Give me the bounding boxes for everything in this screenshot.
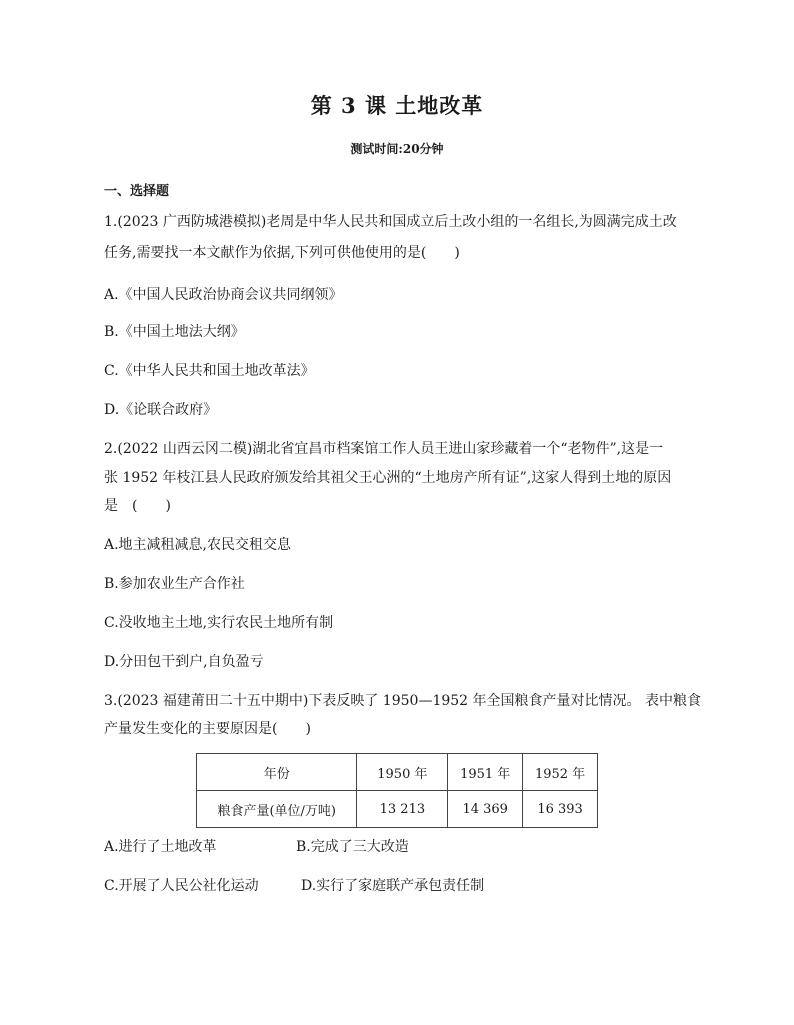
table-header-cell: 年份	[197, 754, 357, 791]
question-3-stem-line-1: 3.(2023 福建莆田二十五中期中)下表反映了 1950—1952 年全国粮食产量对比情况。 表中粮食	[104, 693, 701, 709]
question-2-stem-line-3: 是 ( )	[104, 498, 171, 514]
table-cell: 粮食产量(单位/万吨)	[197, 791, 357, 828]
question-1-stem-line-1: 1.(2023 广西防城港模拟)老周是中华人民共和国成立后土改小组的一名组长,为圆满完成土改	[104, 214, 677, 230]
question-2-stem-line-2: 张 1952 年枝江县人民政府颁发给其祖父王心洲的“土地房产所有证”,这家人得到土地的原因	[104, 470, 672, 486]
question-3-stem-line-2: 产量发生变化的主要原因是( )	[104, 721, 311, 737]
question-2-option-a: A.地主减租减息,农民交租交息	[104, 537, 292, 553]
section-heading: 一、选择题	[104, 184, 170, 199]
question-3-option-a: A.进行了土地改革	[104, 839, 217, 855]
question-2-option-d: D.分田包干到户,自负盈亏	[104, 654, 264, 670]
table-cell: 13 213	[357, 791, 448, 828]
table-header-cell: 1951 年	[448, 754, 523, 791]
question-3-option-c: C.开展了人民公社化运动	[104, 878, 259, 894]
question-2-option-b: B.参加农业生产合作社	[104, 576, 245, 592]
table-header-cell: 1952 年	[523, 754, 598, 791]
question-1-option-b: B.《中国土地法大纲》	[104, 324, 245, 340]
question-2-option-c: C.没收地主土地,实行农民土地所有制	[104, 615, 334, 631]
table-header-row	[197, 754, 598, 791]
question-1-stem-line-2: 任务,需要找一本文献作为依据,下列可供他使用的是( )	[104, 245, 460, 261]
question-3-option-d: D.实行了家庭联产承包责任制	[301, 878, 485, 894]
grain-output-table	[196, 753, 598, 828]
test-time: 测试时间:20分钟	[350, 142, 444, 156]
question-1-option-c: C.《中华人民共和国土地改革法》	[104, 363, 315, 379]
table-row	[197, 791, 598, 828]
question-1-option-d: D.《论联合政府》	[104, 402, 218, 418]
question-3-option-b: B.完成了三大改造	[296, 839, 409, 855]
table-cell: 16 393	[523, 791, 598, 828]
question-2-stem-line-1: 2.(2022 山西云冈二模)湖北省宜昌市档案馆工作人员王进山家珍藏着一个“老物件”,这是一	[104, 441, 664, 457]
page-title: 第 3 课 土地改革	[310, 93, 484, 118]
table-cell: 14 369	[448, 791, 523, 828]
table-header-cell: 1950 年	[357, 754, 448, 791]
question-1-option-a: A.《中国人民政治协商会议共同纲领》	[104, 287, 343, 303]
